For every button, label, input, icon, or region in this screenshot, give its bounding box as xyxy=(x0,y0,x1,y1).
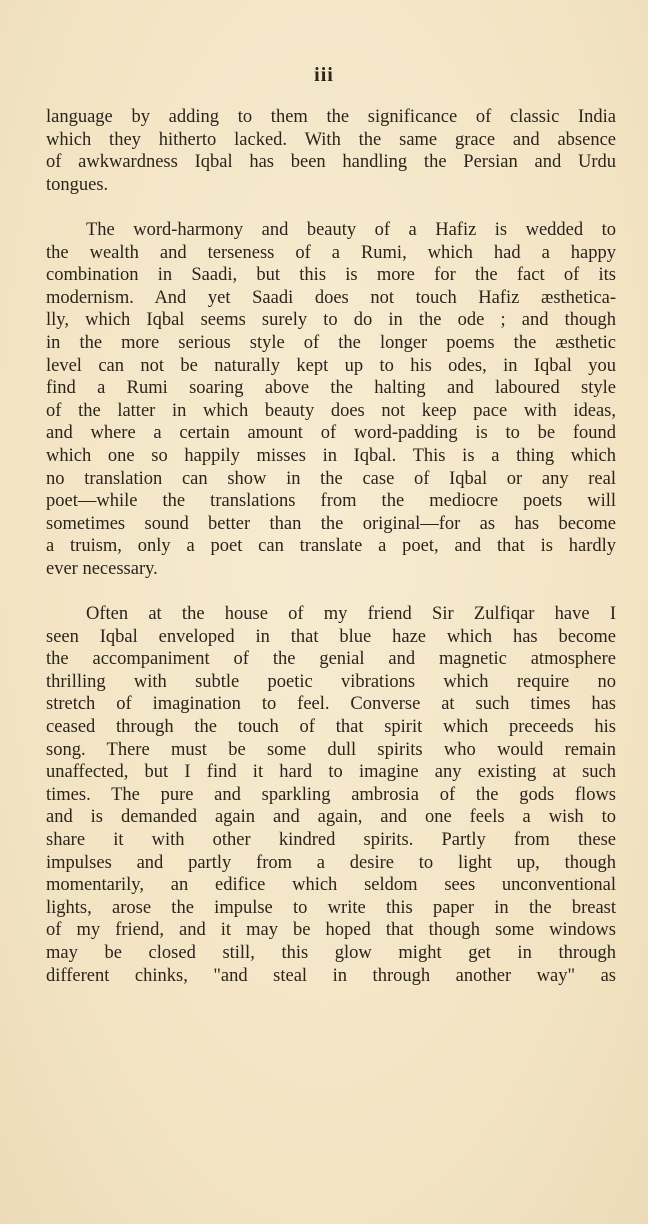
text-line: the wealth and terseness of a Rumi, which had a happy xyxy=(46,242,616,263)
text-line: combination in Saadi, but this is more for the fact of its xyxy=(46,265,616,286)
text-line: ceased through the touch of that spirit which preceeds his xyxy=(46,717,616,738)
text-line: may be closed still, this glow might get in through xyxy=(46,942,616,963)
text-line: and is demanded again and again, and one feels a wish to xyxy=(46,807,616,828)
text-line: modernism. And yet Saadi does not touch Hafiz æsthetica- xyxy=(46,287,616,308)
text-line: Often at the house of my friend Sir Zulfiqar have I xyxy=(86,604,616,625)
text-line: thrilling with subtle poetic vibrations which require no xyxy=(46,671,616,692)
text-line: of awkwardness Iqbal has been handling the Persian and Urdu xyxy=(46,152,616,173)
page-number: iii xyxy=(314,64,334,86)
text-line: poet—while the translations from the mediocre poets will xyxy=(46,491,616,512)
paragraph xyxy=(46,106,616,196)
text-line: song. There must be some dull spirits who would remain xyxy=(46,739,616,760)
text-line: times. The pure and sparkling ambrosia of the gods flows xyxy=(46,784,616,805)
text-line: tongues. xyxy=(46,174,109,195)
text-line: level can not be naturally kept up to his odes, in Iqbal you xyxy=(46,355,616,376)
text-line: momentarily, an edifice which seldom sees unconventional xyxy=(46,875,616,896)
text-line: language by adding to them the significance of classic India xyxy=(46,107,616,127)
text-line: find a Rumi soaring above the halting and laboured style xyxy=(46,378,616,399)
paragraph xyxy=(46,219,616,581)
text-line: the accompaniment of the genial and magnetic atmosphere xyxy=(46,649,616,670)
text-line: seen Iqbal enveloped in that blue haze which has become xyxy=(46,626,616,647)
body-text xyxy=(46,106,616,987)
text-line: which one so happily misses in Iqbal. This is a thing which xyxy=(46,445,616,466)
text-line: impulses and partly from a desire to light up, though xyxy=(46,852,616,873)
text-line: share it with other kindred spirits. Partly from these xyxy=(46,830,616,850)
text-line: no translation can show in the case of Iqbal or any real xyxy=(46,468,616,489)
text-line: in the more serious style of the longer poems the æsthetic xyxy=(46,332,616,353)
text-line: sometimes sound better than the original—for as has become xyxy=(46,513,616,534)
text-line: and where a certain amount of word-padding is to be found xyxy=(46,423,616,444)
text-line: lights, arose the impulse to write this paper in the breast xyxy=(46,897,616,918)
paragraph-gap xyxy=(46,580,616,603)
text-line: of my friend, and it may be hoped that though some windows xyxy=(46,920,616,941)
text-line: different chinks, "and steal in through another way" as xyxy=(46,965,616,986)
paragraph xyxy=(46,603,616,987)
text-line: ever necessary. xyxy=(46,558,158,579)
text-line: stretch of imagination to feel. Converse at such times has xyxy=(46,694,616,715)
text-line: The word-harmony and beauty of a Hafiz is wedded to xyxy=(86,219,616,240)
text-line: unaffected, but I find it hard to imagine any existing at such xyxy=(46,762,616,783)
paragraph-gap xyxy=(46,196,616,219)
text-line: a truism, only a poet can translate a poet, and that is hardly xyxy=(46,536,616,557)
text-line: which they hitherto lacked. With the same grace and absence xyxy=(46,129,616,150)
text-line: of the latter in which beauty does not keep pace with ideas, xyxy=(46,400,616,421)
text-line: lly, which Iqbal seems surely to do in the ode ; and though xyxy=(46,310,616,331)
